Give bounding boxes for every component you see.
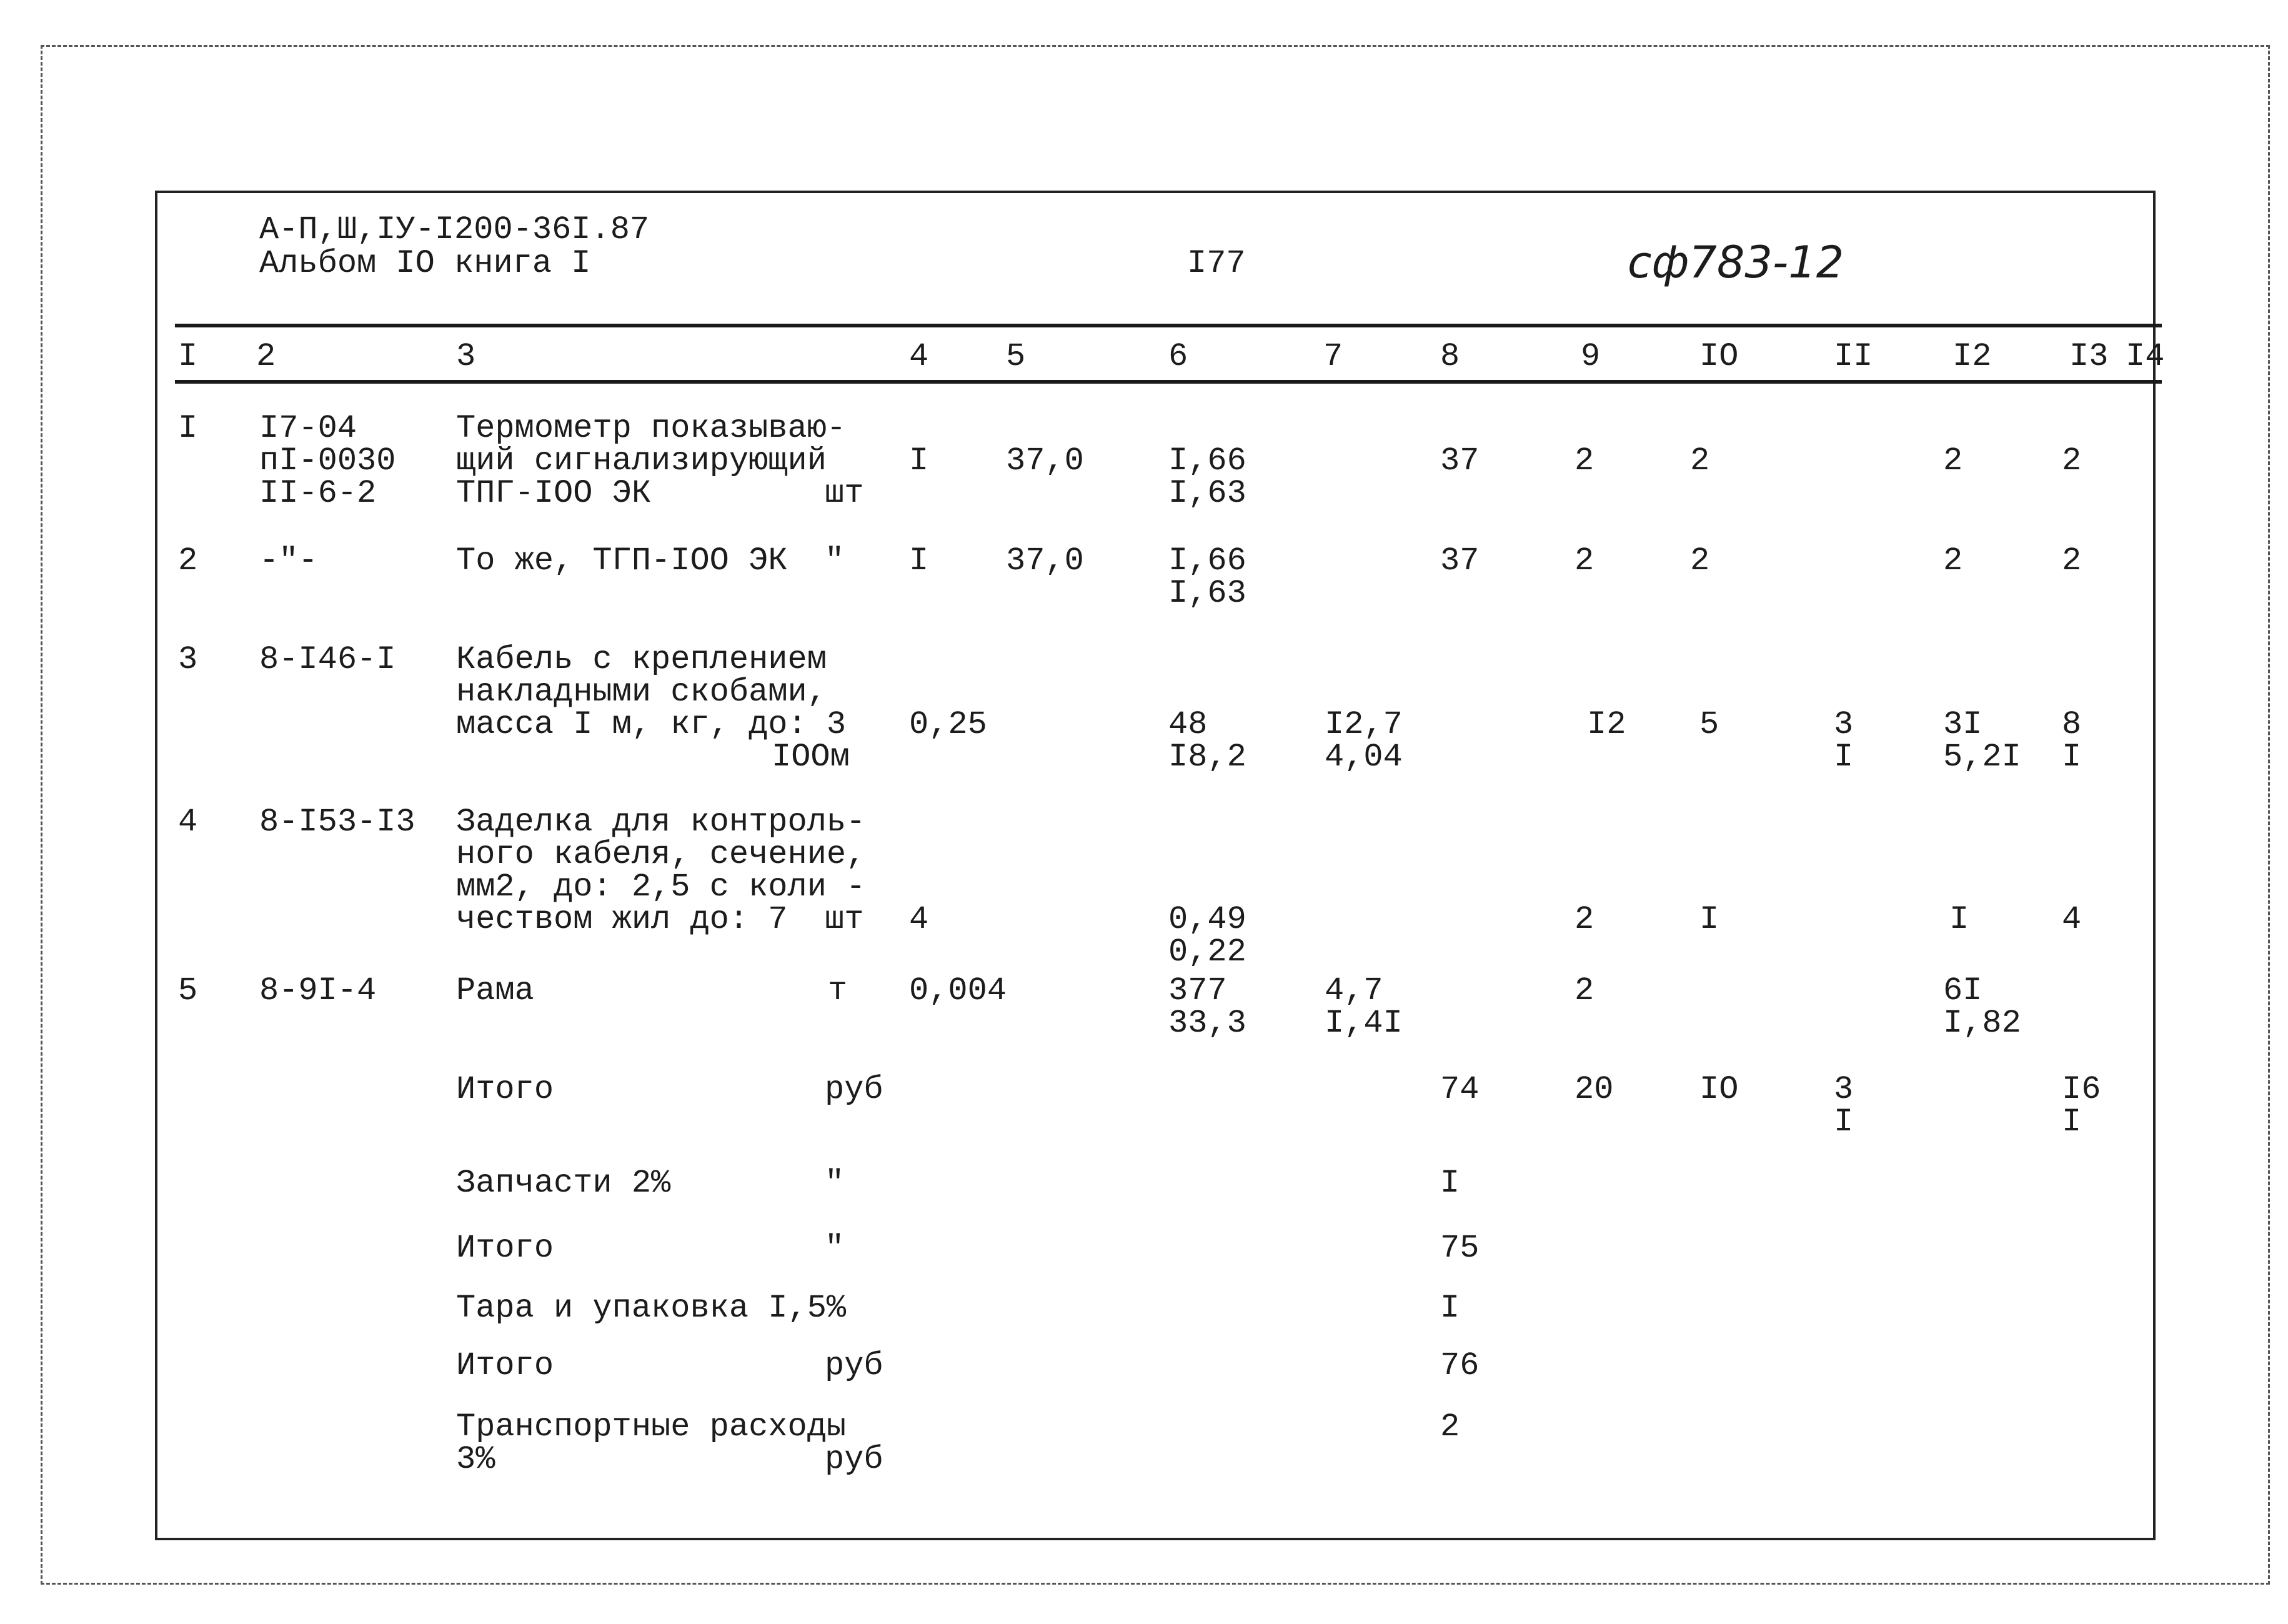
document-frame (155, 191, 2156, 1540)
total-label: Транспортные расходы (456, 1408, 847, 1445)
cell-value: 2 (1574, 901, 1594, 938)
quantity: 0,25 (909, 706, 987, 743)
cell-value: I,63 (1168, 575, 1246, 612)
col-header: 5 (1006, 338, 1026, 375)
row-number: 5 (178, 972, 198, 1009)
total-label: Итого (456, 1230, 554, 1267)
total-value: 2 (1440, 1408, 1460, 1445)
item-name: То же, ТГП-IОО ЭК (456, 542, 788, 579)
item-name: чеством жил до: 7 (456, 901, 788, 938)
total-value: 74 (1440, 1071, 1480, 1108)
total-value: I (1440, 1165, 1460, 1202)
unit: " (825, 542, 845, 579)
cell-value: I,66 (1168, 442, 1246, 479)
item-name: ТПГ-IОО ЭК (456, 475, 652, 512)
norm-code: пI-0030 (259, 442, 396, 479)
quantity: 0,004 (909, 972, 1007, 1009)
col-header: I (178, 338, 198, 375)
norm-code: I7-04 (259, 410, 357, 447)
total-value: 76 (1440, 1347, 1480, 1384)
cell-value: 2 (2062, 442, 2082, 479)
col-header: 2 (256, 338, 276, 375)
col-header: 4 (909, 338, 929, 375)
cell-value: 377 (1168, 972, 1227, 1009)
item-name: IООм (772, 739, 850, 775)
cell-value: 8 (2062, 706, 2082, 743)
item-name: Кабель с креплением (456, 641, 827, 678)
col-header: 7 (1323, 338, 1343, 375)
cell-value: 4,7 (1325, 972, 1383, 1009)
unit: руб (825, 1071, 883, 1108)
item-name: мм2, до: 2,5 с коли - (456, 869, 866, 905)
row-number: 2 (178, 542, 198, 579)
col-header: I3 (2069, 338, 2109, 375)
col-header: IО (1699, 338, 1739, 375)
cell-value: 37,0 (1006, 442, 1084, 479)
cell-value: 0,49 (1168, 901, 1246, 938)
header-rule-bottom (175, 380, 2162, 384)
total-label: Запчасти 2% (456, 1165, 671, 1202)
cell-value: I (1949, 901, 1969, 938)
quantity: I (909, 442, 929, 479)
cell-value: 3I (1943, 706, 1982, 743)
cell-value: 4,04 (1325, 739, 1403, 775)
item-name: Заделка для контроль- (456, 804, 866, 840)
album-label: Альбом IО книга I (259, 245, 591, 282)
cell-value: I (2062, 739, 2082, 775)
cell-value: 37 (1440, 442, 1480, 479)
col-header: I4 (2126, 338, 2165, 375)
total-value: 75 (1440, 1230, 1480, 1267)
cell-value: I,4I (1325, 1005, 1403, 1042)
item-name: щий сигнализирующий (456, 442, 827, 479)
unit: т (828, 972, 848, 1009)
cell-value: 5 (1699, 706, 1719, 743)
total-value: I6 (2062, 1071, 2101, 1108)
total-value: 3 (1834, 1071, 1854, 1108)
row-number: I (178, 410, 198, 447)
page-number: I77 (1187, 245, 1246, 282)
total-value: I (2062, 1103, 2082, 1140)
cell-value: I,82 (1943, 1005, 2021, 1042)
quantity: I (909, 542, 929, 579)
cell-value: I,66 (1168, 542, 1246, 579)
cell-value: 6I (1943, 972, 1982, 1009)
unit: " (825, 1230, 845, 1267)
norm-code: 8-I46-I (259, 641, 396, 678)
total-value: IО (1699, 1071, 1739, 1108)
cell-value: 2 (1690, 542, 1710, 579)
col-header: I2 (1952, 338, 1992, 375)
cell-value: I,63 (1168, 475, 1246, 512)
unit: " (825, 1165, 845, 1202)
unit: руб (825, 1347, 883, 1384)
cell-value: 37 (1440, 542, 1480, 579)
norm-code: 8-9I-4 (259, 972, 377, 1009)
total-label: 3% (456, 1441, 495, 1478)
cell-value: I (1699, 901, 1719, 938)
cell-value: I2 (1587, 706, 1626, 743)
cell-value: 33,3 (1168, 1005, 1246, 1042)
cell-value: 2 (1574, 542, 1594, 579)
row-number: 4 (178, 804, 198, 840)
cell-value: I2,7 (1325, 706, 1403, 743)
unit: шт (825, 475, 864, 512)
item-name: накладными скобами, (456, 674, 827, 710)
sheet-code: сф783-12 (1628, 237, 1844, 288)
cell-value: I (1834, 739, 1854, 775)
cell-value: 3 (1834, 706, 1854, 743)
cell-value: 4 (2062, 901, 2082, 938)
total-value: I (1440, 1290, 1460, 1327)
total-value: 20 (1574, 1071, 1614, 1108)
col-header: II (1834, 338, 1873, 375)
cell-value: 2 (1574, 972, 1594, 1009)
col-header: 3 (456, 338, 476, 375)
cell-value: 2 (1943, 442, 1963, 479)
col-header: 8 (1440, 338, 1460, 375)
quantity: 4 (909, 901, 929, 938)
item-name: масса I м, кг, до: 3 (456, 706, 847, 743)
unit: шт (825, 901, 864, 938)
cell-value: 0,22 (1168, 934, 1246, 970)
total-label: Тара и упаковка I,5% (456, 1290, 847, 1327)
cell-value: 2 (1943, 542, 1963, 579)
cell-value: 5,2I (1943, 739, 2021, 775)
col-header: 9 (1581, 338, 1601, 375)
row-number: 3 (178, 641, 198, 678)
cell-value: 48 (1168, 706, 1208, 743)
total-label: Итого (456, 1347, 554, 1384)
cell-value: 37,0 (1006, 542, 1084, 579)
cell-value: 2 (2062, 542, 2082, 579)
total-value: I (1834, 1103, 1854, 1140)
norm-code: -"- (259, 542, 318, 579)
norm-code: II-6-2 (259, 475, 377, 512)
item-name: Рама (456, 972, 534, 1009)
norm-code: 8-I53-I3 (259, 804, 415, 840)
item-name: Термометр показываю- (456, 410, 847, 447)
doc-code: А-П,Ш,IУ-I200-36I.87 (259, 211, 650, 248)
col-header: 6 (1168, 338, 1188, 375)
cell-value: I8,2 (1168, 739, 1246, 775)
unit: руб (825, 1441, 883, 1478)
total-label: Итого (456, 1071, 554, 1108)
cell-value: 2 (1574, 442, 1594, 479)
header-rule-top (175, 324, 2162, 327)
cell-value: 2 (1690, 442, 1710, 479)
item-name: ного кабеля, сечение, (456, 836, 866, 873)
